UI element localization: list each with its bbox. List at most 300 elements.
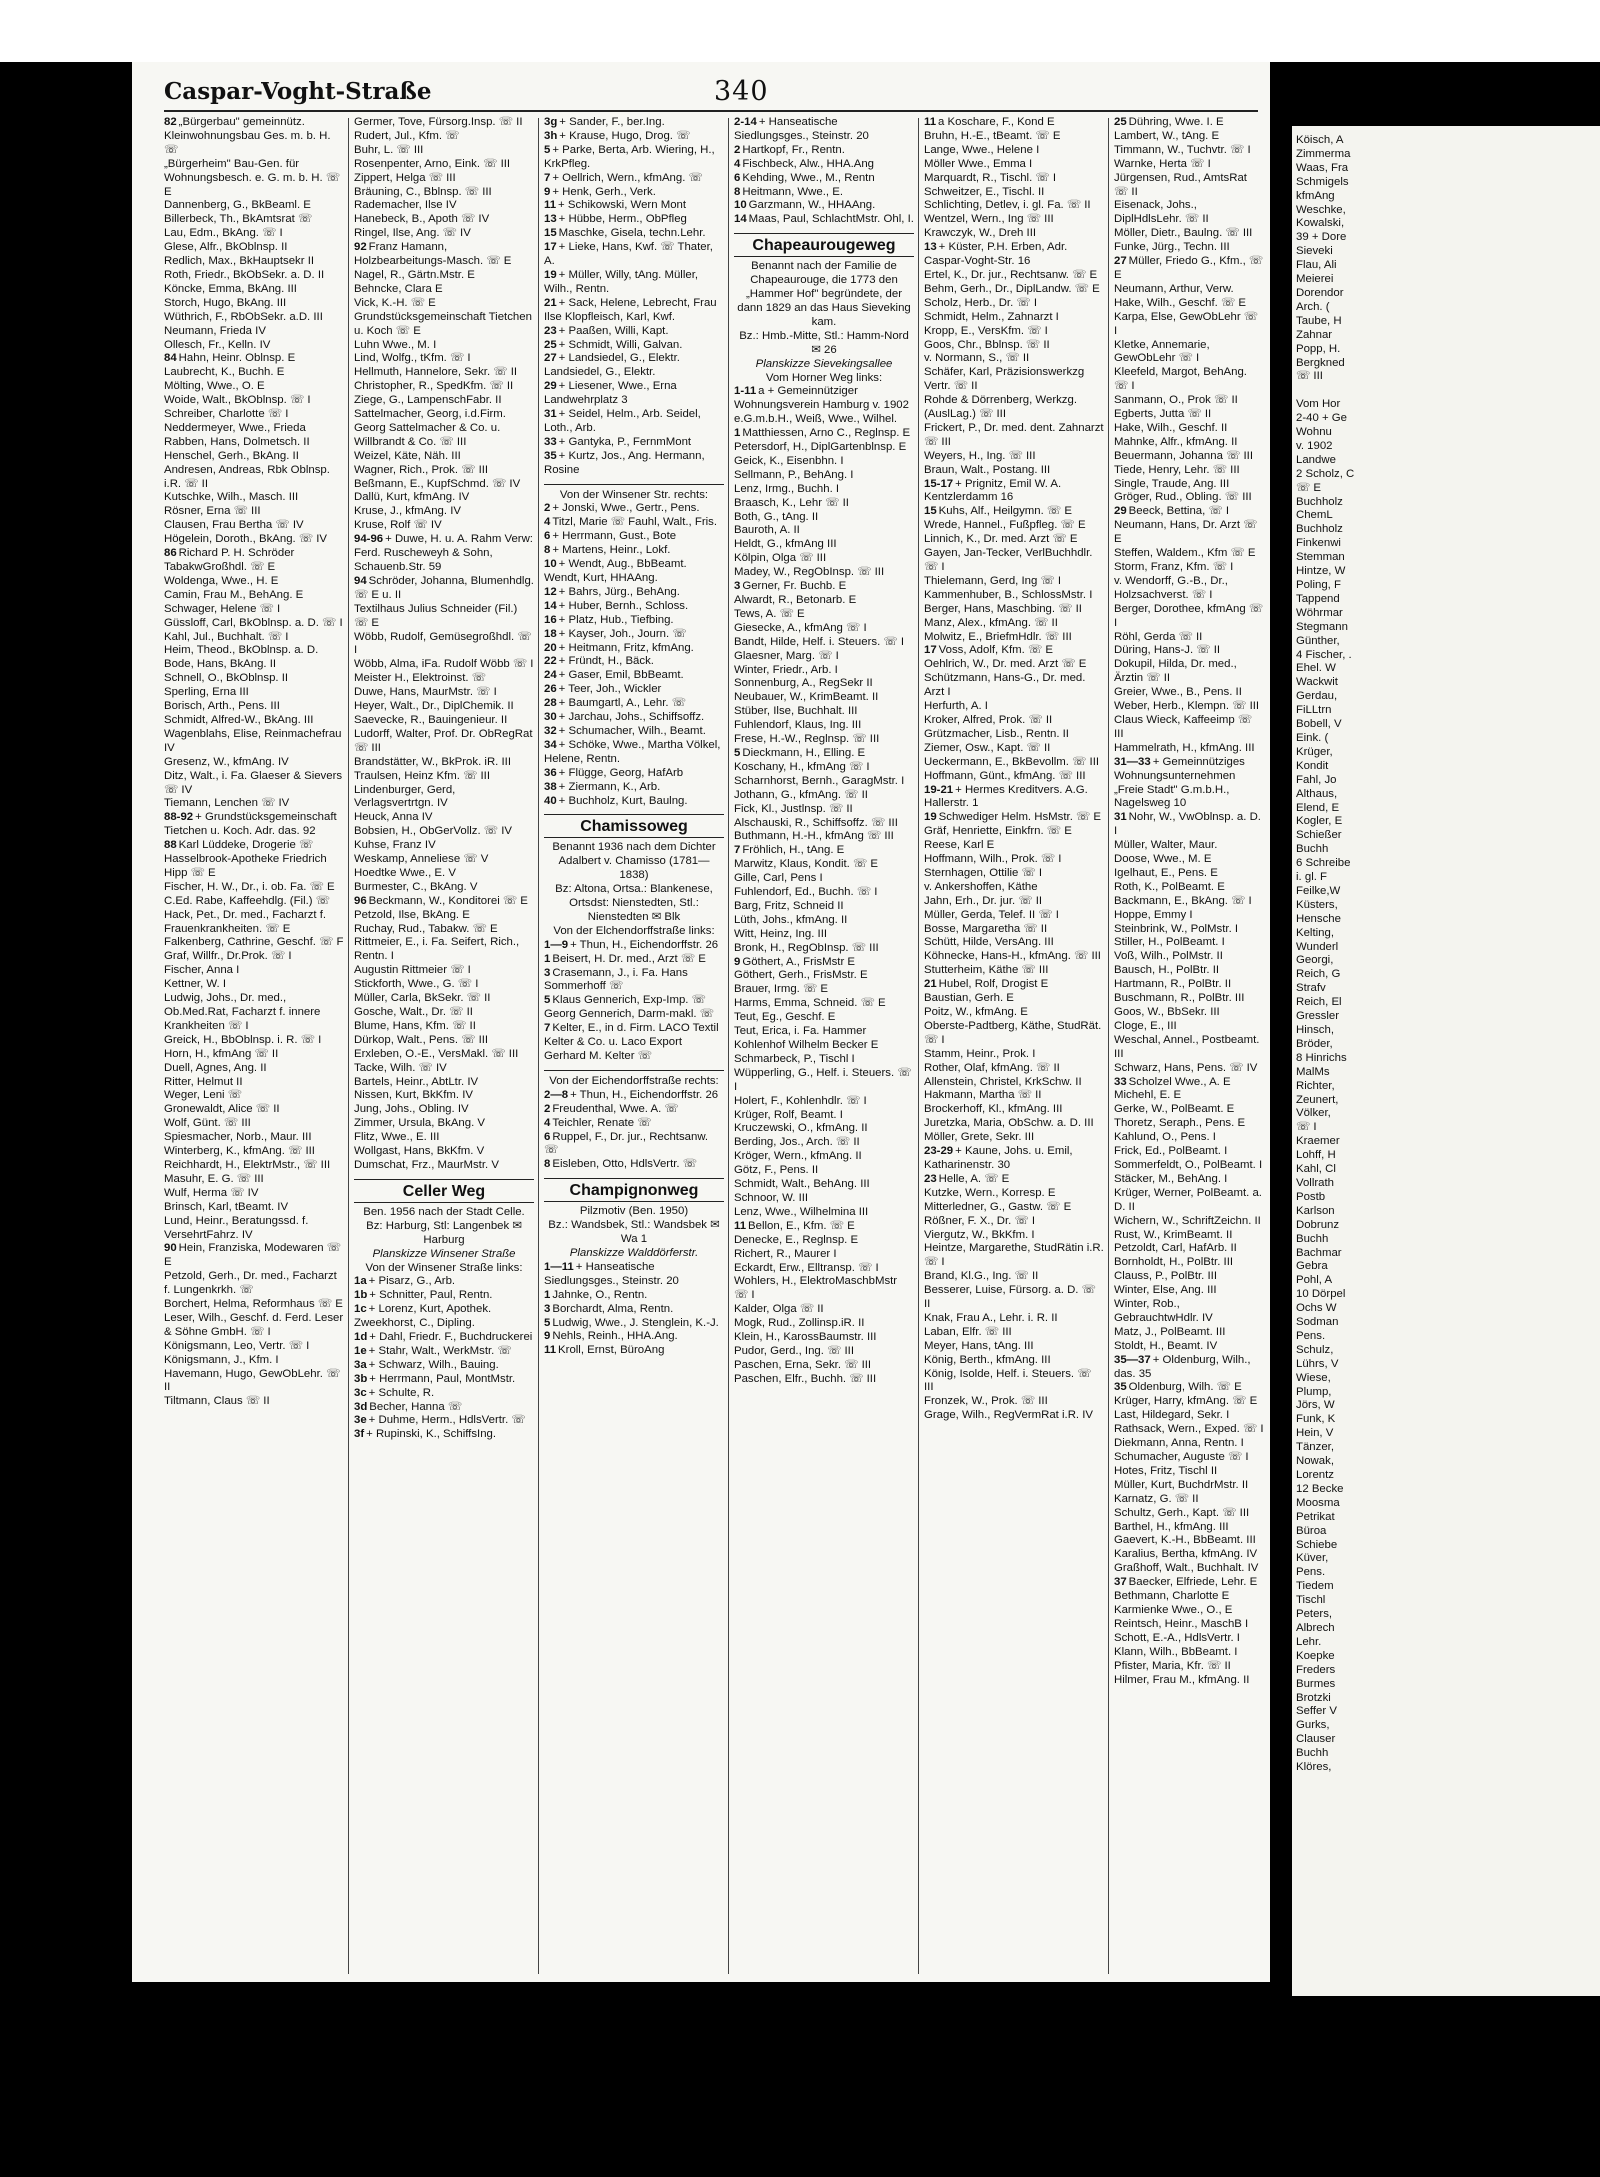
resident-entry bbox=[1114, 1020, 1264, 1034]
entry-text: Hilmer, Frau M., kfmAng. II bbox=[1114, 1673, 1250, 1686]
page-header bbox=[164, 74, 1258, 112]
entry-text: Wolf, Günt. ☏ III bbox=[164, 1117, 251, 1130]
resident-entry bbox=[164, 436, 344, 450]
house-number: 36 bbox=[544, 766, 557, 779]
resident-entry bbox=[734, 1303, 914, 1317]
entry-text: Kehding, Wwe., M., Rentn bbox=[742, 171, 875, 184]
entry-text: Clausen, Frau Bertha ☏ IV bbox=[164, 519, 304, 532]
house-entry bbox=[544, 269, 724, 297]
entry-text: Weskamp, Anneliese ☏ V bbox=[354, 853, 489, 866]
house-entry bbox=[544, 1289, 724, 1303]
house-entry bbox=[354, 1289, 534, 1303]
resident-entry bbox=[924, 547, 1104, 575]
resident-entry bbox=[1114, 144, 1264, 158]
resident-entry bbox=[734, 1178, 914, 1192]
entry-text: Göthert, A., FrisMstr E bbox=[742, 955, 856, 968]
facing-page-line: Nowak, bbox=[1296, 1455, 1334, 1468]
resident-entry bbox=[354, 992, 534, 1006]
entry-text: Wollgast, Hans, BkKfm. V bbox=[354, 1145, 485, 1158]
entry-text: Kalder, Olga ☏ II bbox=[734, 1303, 824, 1316]
resident-entry bbox=[734, 733, 914, 747]
entry-text: Spiesmacher, Norb., Maur. III bbox=[164, 1131, 312, 1144]
facing-page-line: Bröder, bbox=[1296, 1037, 1333, 1050]
house-number: 8 bbox=[544, 544, 551, 557]
house-number: 9 bbox=[544, 1330, 551, 1343]
entry-text: Gayen, Jan-Tecker, VerlBuchhdlr. ☏ I bbox=[924, 547, 1093, 573]
facing-page-line: Küver, bbox=[1296, 1552, 1329, 1565]
entry-text: Marquardt, R., Tischl. ☏ I bbox=[924, 171, 1056, 184]
house-entry bbox=[544, 1317, 724, 1331]
house-number: 33 bbox=[1114, 1075, 1127, 1088]
resident-entry bbox=[164, 519, 344, 533]
resident-entry bbox=[164, 1145, 344, 1159]
resident-entry bbox=[924, 450, 1104, 464]
entry-text: Ollesch, Fr., Kelln. IV bbox=[164, 338, 271, 351]
resident-entry bbox=[924, 1312, 1104, 1326]
entry-text: Voss, Adolf, Kfm. ☏ E bbox=[938, 644, 1053, 657]
resident-entry bbox=[164, 241, 344, 255]
entry-text: + Dahl, Friedr. F., Buchdruckerei bbox=[369, 1331, 533, 1344]
entry-text: Karalius, Bertha, kfmAng. IV bbox=[1114, 1548, 1258, 1561]
house-entry bbox=[734, 116, 914, 144]
entry-text: Roth, Friedr., BkObSekr. a. D. II bbox=[164, 268, 325, 281]
resident-entry bbox=[924, 1395, 1104, 1409]
entry-text: Klaus Gennerich, Exp-Imp. ☏ bbox=[552, 994, 706, 1007]
house-number: 6 bbox=[544, 530, 551, 543]
entry-text: Henschel, Gerh., BkAng. II bbox=[164, 449, 299, 462]
facing-page-line: 6 Schreibe bbox=[1296, 857, 1351, 870]
house-number: 7 bbox=[734, 844, 741, 857]
house-entry bbox=[544, 227, 724, 241]
entry-text: Bräuning, C., Bblnsp. ☏ III bbox=[354, 185, 492, 198]
resident-entry bbox=[164, 950, 344, 964]
entry-text: Brinsch, Karl, tBeamt. IV bbox=[164, 1200, 289, 1213]
entry-text: Borchert, Helma, Reformhaus ☏ E bbox=[164, 1298, 343, 1311]
entry-text: Dannenberg, G., BkBeaml. E bbox=[164, 199, 311, 212]
resident-entry bbox=[734, 497, 914, 511]
entry-text: Tiemann, Lenchen ☏ IV bbox=[164, 797, 290, 810]
resident-entry bbox=[164, 770, 344, 798]
entry-text: Maschke, Gisela, techn.Lehr. bbox=[558, 227, 706, 240]
house-entry bbox=[544, 144, 724, 172]
entry-text: Göthert, Gerh., FrisMstr. E bbox=[734, 969, 868, 982]
facing-page-line: Reich, G bbox=[1296, 968, 1341, 981]
entry-text: Graf, Willfr., Dr.Prok. ☏ I bbox=[164, 950, 292, 963]
entry-text: Reichhardt, H., ElektrMstr., ☏ III bbox=[164, 1158, 331, 1171]
entry-text: Tiltmann, Claus ☏ II bbox=[164, 1395, 270, 1408]
facing-page-line: Kogler, E bbox=[1296, 815, 1343, 828]
facing-page-line: Günther, bbox=[1296, 634, 1340, 647]
facing-page-line: Moosma bbox=[1296, 1496, 1340, 1509]
entry-text: Lange, Wwe., Helene I bbox=[924, 143, 1040, 156]
house-number: 86 bbox=[164, 547, 177, 560]
house-entry bbox=[354, 1303, 534, 1331]
resident-entry bbox=[164, 491, 344, 505]
entry-text: Kroll, Ernst, BüroAng bbox=[558, 1344, 665, 1357]
resident-entry bbox=[354, 116, 534, 130]
house-number: 16 bbox=[544, 613, 557, 626]
entry-text: + Henk, Gerh., Verk. bbox=[552, 185, 656, 198]
entry-text: Brand, Kl.G., Ing. ☏ II bbox=[924, 1270, 1039, 1283]
entry-text: Stamm, Heinr., Prok. I bbox=[924, 1047, 1036, 1060]
entry-text: Richert, R., Maurer I bbox=[734, 1247, 837, 1260]
resident-entry bbox=[734, 928, 914, 942]
entry-text: + Flügge, Georg, HafArb bbox=[558, 766, 684, 779]
house-number: 3g bbox=[544, 116, 558, 128]
resident-entry bbox=[924, 1131, 1104, 1145]
house-number: 92 bbox=[354, 241, 367, 254]
resident-entry bbox=[354, 1159, 534, 1173]
entry-text: + Gemeinnütziges Wohnungsunternehmen „Freie Stadt" G.m.b.H., Nagelsweg 10 bbox=[1114, 755, 1245, 810]
house-number: 4 bbox=[544, 1116, 551, 1129]
resident-entry bbox=[1114, 992, 1264, 1006]
resident-entry bbox=[734, 761, 914, 775]
entry-text: + Sack, Helene, Lebrecht, Frau Ilse Klopfleisch, Karl, Kwf. bbox=[544, 296, 717, 323]
entry-text: Krawczyk, W., Dreh III bbox=[924, 227, 1037, 240]
house-number: 96 bbox=[354, 894, 367, 907]
resident-entry bbox=[1114, 978, 1264, 992]
house-number: 15 bbox=[544, 227, 557, 240]
resident-entry bbox=[734, 483, 914, 497]
facing-page-line: Hein, V bbox=[1296, 1427, 1334, 1440]
resident-entry bbox=[1114, 1674, 1264, 1688]
entry-text: + Müller, Willy, tAng. Müller, Wilh., Rentn. bbox=[544, 268, 699, 295]
entry-text: + Buchholz, Kurt, Baulng. bbox=[558, 794, 688, 807]
entry-text: Holert, F., Kohlenhdlr. ☏ I bbox=[734, 1094, 867, 1107]
entry-text: Traulsen, Heinz Kfm. ☏ III bbox=[354, 769, 490, 782]
resident-entry bbox=[734, 775, 914, 789]
resident-entry bbox=[1114, 491, 1264, 505]
entry-text: Hakmann, Martha ☏ II bbox=[924, 1089, 1042, 1102]
entry-text: Brauer, Irmg. ☏ E bbox=[734, 983, 829, 996]
facing-page-line: Klöres, bbox=[1296, 1761, 1332, 1774]
entry-text: + Schnitter, Paul, Rentn. bbox=[369, 1289, 493, 1302]
resident-entry bbox=[354, 478, 534, 492]
house-number: 29 bbox=[544, 380, 557, 393]
resident-entry bbox=[1114, 1423, 1264, 1437]
house-number: 82 bbox=[164, 116, 177, 128]
entry-text: Sonnenburg, A., RegSekr II bbox=[734, 677, 873, 690]
house-entry bbox=[1114, 756, 1264, 812]
resident-entry bbox=[164, 394, 344, 408]
resident-entry bbox=[354, 631, 534, 659]
entry-text: Berger, Dorothee, kfmAng ☏ I bbox=[1114, 602, 1264, 629]
house-entry bbox=[544, 642, 724, 656]
resident-entry bbox=[924, 881, 1104, 895]
house-entry bbox=[734, 186, 914, 200]
entry-text: Rathsack, Wern., Exped. ☏ I bbox=[1114, 1423, 1264, 1436]
resident-entry bbox=[924, 519, 1104, 533]
entry-text: Roth, K., PolBeamt. E bbox=[1114, 880, 1225, 893]
resident-entry bbox=[164, 380, 344, 394]
entry-text: Rosenpenter, Arno, Eink. ☏ III bbox=[354, 157, 511, 170]
column-divider bbox=[728, 118, 729, 1974]
entry-text: Wagenblahs, Elise, Reinmachefrau IV bbox=[164, 727, 342, 754]
resident-entry bbox=[1114, 964, 1264, 978]
resident-entry bbox=[1114, 436, 1264, 450]
house-number: 22 bbox=[544, 655, 557, 668]
house-entry bbox=[1114, 1354, 1264, 1382]
entry-text: Greier, Wwe., B., Pens. II bbox=[1114, 686, 1242, 699]
entry-text: Bellon, E., Kfm. ☏ E bbox=[748, 1219, 855, 1232]
house-number: 1c bbox=[354, 1303, 367, 1316]
entry-text: Gerner, Fr. Buchb. E bbox=[742, 580, 847, 593]
entry-text: Bode, Hans, BkAng. II bbox=[164, 658, 277, 671]
house-number: 26 bbox=[544, 683, 557, 696]
resident-entry bbox=[734, 1359, 914, 1373]
house-entry bbox=[164, 116, 344, 158]
facing-page-line: Finkenwi bbox=[1296, 537, 1341, 550]
entry-text: Rademacher, Ilse IV bbox=[354, 199, 457, 212]
resident-entry bbox=[354, 978, 534, 992]
directory-column-4 bbox=[734, 116, 914, 1976]
resident-entry bbox=[354, 297, 534, 311]
entry-text: Single, Traude, Ang. III bbox=[1114, 477, 1230, 490]
entry-text: + Fründt, H., Bäck. bbox=[558, 655, 654, 668]
resident-entry bbox=[164, 603, 344, 617]
entry-text: v. Normann, S., ☏ II bbox=[924, 352, 1030, 365]
resident-entry bbox=[1114, 1340, 1264, 1354]
resident-entry bbox=[354, 505, 534, 519]
resident-entry bbox=[924, 394, 1104, 422]
entry-text: Neddermeyer, Wwe., Frieda bbox=[164, 421, 306, 434]
entry-text: + Küster, P.H. Erben, Adr. Caspar-Voght-Str. 16 bbox=[924, 241, 1068, 268]
entry-text: Beisert, H. Dr. med., Arzt ☏ E bbox=[552, 952, 706, 965]
entry-text: Billerbeck, Th., BkAmtsrat ☏ bbox=[164, 213, 313, 226]
entry-text: Hein, Franziska, Modewaren ☏ E bbox=[164, 1242, 342, 1269]
resident-entry bbox=[1114, 1604, 1264, 1618]
entry-text: Schmidt, Alfred-W., BkAng. III bbox=[164, 713, 314, 726]
entry-text: Laubrecht, K., Buchh. E bbox=[164, 366, 285, 379]
entry-text: Lindenburger, Gerd, Verlagsvertrtgn. IV bbox=[354, 783, 456, 810]
entry-text: Georg Gennerich, Darm-makl. ☏ bbox=[544, 1008, 714, 1021]
resident-entry bbox=[164, 1103, 344, 1117]
resident-entry bbox=[1114, 923, 1264, 937]
resident-entry bbox=[1114, 631, 1264, 645]
entry-text: Funke, Jürg., Techn. III bbox=[1114, 241, 1230, 254]
entry-text: Gerke, W., PolBeamt. E bbox=[1114, 1103, 1235, 1116]
entry-text: Ditz, Walt., i. Fa. Glaeser & Sievers ☏ IV bbox=[164, 769, 343, 796]
entry-text: Heim, Theod., BkOblnsp. a. D. bbox=[164, 644, 319, 657]
entry-text: Viergutz, W., BkKfm. I bbox=[924, 1228, 1035, 1241]
facing-page-line: Taube, H bbox=[1296, 314, 1342, 327]
resident-entry bbox=[924, 1270, 1104, 1284]
house-number: 25 bbox=[1114, 116, 1127, 128]
resident-entry bbox=[164, 464, 344, 492]
entry-text: + Jonski, Wwe., Gertr., Pens. bbox=[552, 502, 700, 515]
entry-text: Hammelrath, H., kfmAng. III bbox=[1114, 741, 1255, 754]
entry-text: Berding, Jos., Arch. ☏ II bbox=[734, 1136, 860, 1149]
entry-text: Denecke, E., Reglnsp. E bbox=[734, 1233, 859, 1246]
entry-text: Möller, Dietr., Baulng. ☏ III bbox=[1114, 227, 1253, 240]
entry-text: Lind, Wolfg., tKfm. ☏ I bbox=[354, 352, 471, 365]
resident-entry bbox=[354, 756, 534, 770]
entry-text: + Lorenz, Kurt, Apothek. Zweekhorst, C., Dipling. bbox=[354, 1303, 492, 1330]
entry-text: Weizel, Käte, Näh. III bbox=[354, 449, 461, 462]
resident-entry bbox=[1114, 366, 1264, 394]
entry-text: Timmann, W., Tuchvtr. ☏ I bbox=[1114, 143, 1251, 156]
entry-text: Gosche, Walt., Dr. ☏ II bbox=[354, 1006, 473, 1018]
facing-page-line: Buchh bbox=[1296, 843, 1329, 856]
resident-entry bbox=[354, 519, 534, 533]
entry-text: + Teer, Joh., Wickler bbox=[558, 683, 662, 696]
entry-text: Schützmann, Hans-G., Dr. med. Arzt I bbox=[924, 672, 1086, 699]
entry-text: + Kaune, Johs. u. Emil, Katharinenstr. 30 bbox=[924, 1145, 1073, 1171]
entry-text: Jung, Johs., Obling. IV bbox=[354, 1103, 469, 1116]
entry-text: Burmester, C., BkAng. V bbox=[354, 880, 478, 893]
resident-entry bbox=[1114, 1632, 1264, 1646]
resident-entry bbox=[924, 1020, 1104, 1048]
resident-entry bbox=[354, 408, 534, 450]
facing-page-line: Wackwit bbox=[1296, 676, 1338, 689]
house-number: 94 bbox=[354, 574, 367, 587]
house-number: 14 bbox=[734, 213, 747, 226]
resident-entry bbox=[1114, 936, 1264, 950]
entry-text: Schlichting, Detlev, i. gl. Fa. ☏ II bbox=[924, 199, 1091, 212]
facing-page-line: Althaus, bbox=[1296, 787, 1338, 800]
facing-page-line: Schulz, bbox=[1296, 1343, 1334, 1356]
entry-text: Pfister, Maria, Kfr. ☏ II bbox=[1114, 1659, 1231, 1672]
resident-entry bbox=[164, 936, 344, 950]
entry-text: + Stahr, Walt., WerkMstr. ☏ bbox=[368, 1344, 512, 1357]
entry-text: Gille, Carl, Pens I bbox=[734, 872, 823, 885]
map-reference: Planskizze Winsener Straße bbox=[372, 1247, 516, 1260]
house-entry bbox=[1114, 1076, 1264, 1090]
resident-entry bbox=[734, 664, 914, 678]
resident-entry bbox=[924, 575, 1104, 589]
resident-entry bbox=[164, 1034, 344, 1048]
resident-entry bbox=[924, 1215, 1104, 1229]
resident-entry bbox=[164, 617, 344, 631]
house-number: 7 bbox=[544, 1022, 551, 1035]
resident-entry bbox=[1114, 1173, 1264, 1187]
entry-text: Mogk, Rud., Zollinsp.iR. II bbox=[734, 1317, 865, 1330]
house-entry bbox=[544, 1330, 724, 1344]
house-entry bbox=[544, 655, 724, 669]
resident-entry bbox=[924, 853, 1104, 867]
entry-text: Wöbb, Rudolf, Gemüsegroßhdl. ☏ I bbox=[354, 630, 532, 657]
resident-entry bbox=[164, 325, 344, 339]
entry-text: Nohr, W., VwOblnsp. a. D. I bbox=[1114, 811, 1261, 838]
facing-page-line: Bergkned bbox=[1296, 356, 1345, 369]
entry-text: Sternhagen, Ottilie ☏ I bbox=[924, 866, 1043, 879]
entry-text: Both, G., tAng. II bbox=[734, 510, 819, 523]
resident-entry bbox=[734, 1122, 914, 1136]
house-entry bbox=[544, 436, 724, 450]
resident-entry bbox=[354, 366, 534, 380]
resident-entry bbox=[924, 366, 1104, 394]
resident-entry bbox=[164, 700, 344, 714]
facing-page-line: Zahnar bbox=[1296, 328, 1333, 341]
entry-text: Braun, Walt., Postang. III bbox=[924, 463, 1051, 476]
house-number: 4 bbox=[734, 157, 741, 170]
house-entry bbox=[1114, 1576, 1264, 1590]
entry-text: Jahnke, O., Rentn. bbox=[552, 1288, 648, 1301]
resident-entry bbox=[354, 311, 534, 339]
house-entry bbox=[734, 956, 914, 970]
resident-entry bbox=[734, 1234, 914, 1248]
facing-page-line: Vollrath bbox=[1296, 1176, 1334, 1189]
resident-entry bbox=[354, 1020, 534, 1034]
resident-entry bbox=[164, 881, 344, 895]
facing-page-line: Buchh bbox=[1296, 1232, 1329, 1245]
entry-text: a + Gemeinnütziger Wohnungsverein Hamburg v. 1902 e.G.m.b.H., Weiß, Wwe., Wilhel. bbox=[734, 385, 909, 426]
entry-text: Zimmer, Ursula, BkAng. V bbox=[354, 1117, 486, 1130]
resident-entry bbox=[924, 297, 1104, 311]
resident-entry bbox=[924, 728, 1104, 742]
house-number: 15-17 bbox=[924, 477, 954, 490]
resident-entry bbox=[924, 1187, 1104, 1201]
resident-entry bbox=[1114, 909, 1264, 923]
resident-entry bbox=[1114, 1326, 1264, 1340]
entry-text: Sanmann, O., Prok ☏ II bbox=[1114, 394, 1238, 407]
resident-entry bbox=[164, 756, 344, 770]
entry-text: Dallü, Kurt, kfmAng. IV bbox=[354, 491, 470, 504]
resident-entry bbox=[734, 872, 914, 886]
entry-text: Germer, Tove, Fürsorg.Insp. ☏ II bbox=[354, 116, 523, 128]
resident-entry bbox=[734, 1025, 914, 1053]
house-number: 5 bbox=[544, 143, 551, 156]
house-number: 7 bbox=[544, 171, 551, 184]
resident-entry bbox=[924, 950, 1104, 964]
entry-text: + Oldenburg, Wilh., das. 35 bbox=[1114, 1353, 1251, 1380]
entry-text: Schütt, Hilde, VersAng. III bbox=[924, 936, 1054, 949]
house-entry bbox=[924, 978, 1104, 992]
entry-text: + Krause, Hugo, Drog. ☏ bbox=[559, 129, 691, 142]
resident-entry bbox=[164, 1395, 344, 1409]
resident-entry bbox=[354, 1006, 534, 1020]
resident-entry bbox=[354, 728, 534, 756]
house-entry bbox=[544, 628, 724, 642]
entry-text: Rust, W., KrimBeamt. II bbox=[1114, 1228, 1233, 1241]
resident-entry bbox=[1114, 1409, 1264, 1423]
entry-text: Königsmann, Leo, Vertr. ☏ I bbox=[164, 1339, 310, 1352]
resident-entry bbox=[164, 1215, 344, 1243]
facing-page-line: Vom Hor bbox=[1296, 398, 1341, 411]
entry-text: Schwager, Helene ☏ I bbox=[164, 602, 281, 615]
facing-page-line: Zimmerma bbox=[1296, 147, 1351, 160]
resident-entry bbox=[924, 1048, 1104, 1062]
resident-entry bbox=[1114, 1395, 1264, 1409]
entry-text: Schreiber, Charlotte ☏ I bbox=[164, 408, 289, 421]
house-entry bbox=[544, 530, 724, 544]
facing-page-line: Kahl, Cl bbox=[1296, 1163, 1336, 1176]
house-entry bbox=[164, 811, 344, 839]
entry-text: Karmienke Wwe., O., E bbox=[1114, 1603, 1233, 1616]
resident-entry bbox=[1114, 1103, 1264, 1117]
resident-entry bbox=[354, 1145, 534, 1159]
entry-text: Ueckermann, E., BkBevollm. ☏ III bbox=[924, 755, 1100, 768]
house-number: 3b bbox=[354, 1372, 368, 1385]
resident-entry bbox=[1114, 339, 1264, 367]
resident-entry bbox=[1114, 561, 1264, 575]
resident-entry bbox=[924, 867, 1104, 881]
entry-text: Leser, Wilh., Geschf. d. Ferd. Leser & Söhne GmbH. ☏ I bbox=[164, 1311, 344, 1338]
resident-entry bbox=[164, 1187, 344, 1201]
resident-entry bbox=[1114, 1479, 1264, 1493]
house-entry bbox=[544, 186, 724, 200]
entry-text: Matthiessen, Arno C., Reglnsp. E bbox=[742, 427, 911, 440]
entry-text: Crasemann, J., i. Fa. Hans Sommerhoff ☏ bbox=[544, 966, 688, 993]
facing-page-line: Krüger, bbox=[1296, 745, 1333, 758]
entry-text: Petzold, Gerh., Dr. med., Facharzt f. Lungenkrkh. ☏ bbox=[164, 1270, 337, 1297]
entry-text: Goos, W., BbSekr. III bbox=[1114, 1006, 1220, 1018]
facing-page-line: Bachmar bbox=[1296, 1246, 1342, 1259]
resident-entry bbox=[354, 213, 534, 227]
entry-text: Hartkopf, Fr., Rentn. bbox=[742, 143, 845, 156]
resident-entry bbox=[1114, 644, 1264, 658]
entry-text: Jothann, G., kfmAng. ☏ II bbox=[734, 788, 868, 801]
